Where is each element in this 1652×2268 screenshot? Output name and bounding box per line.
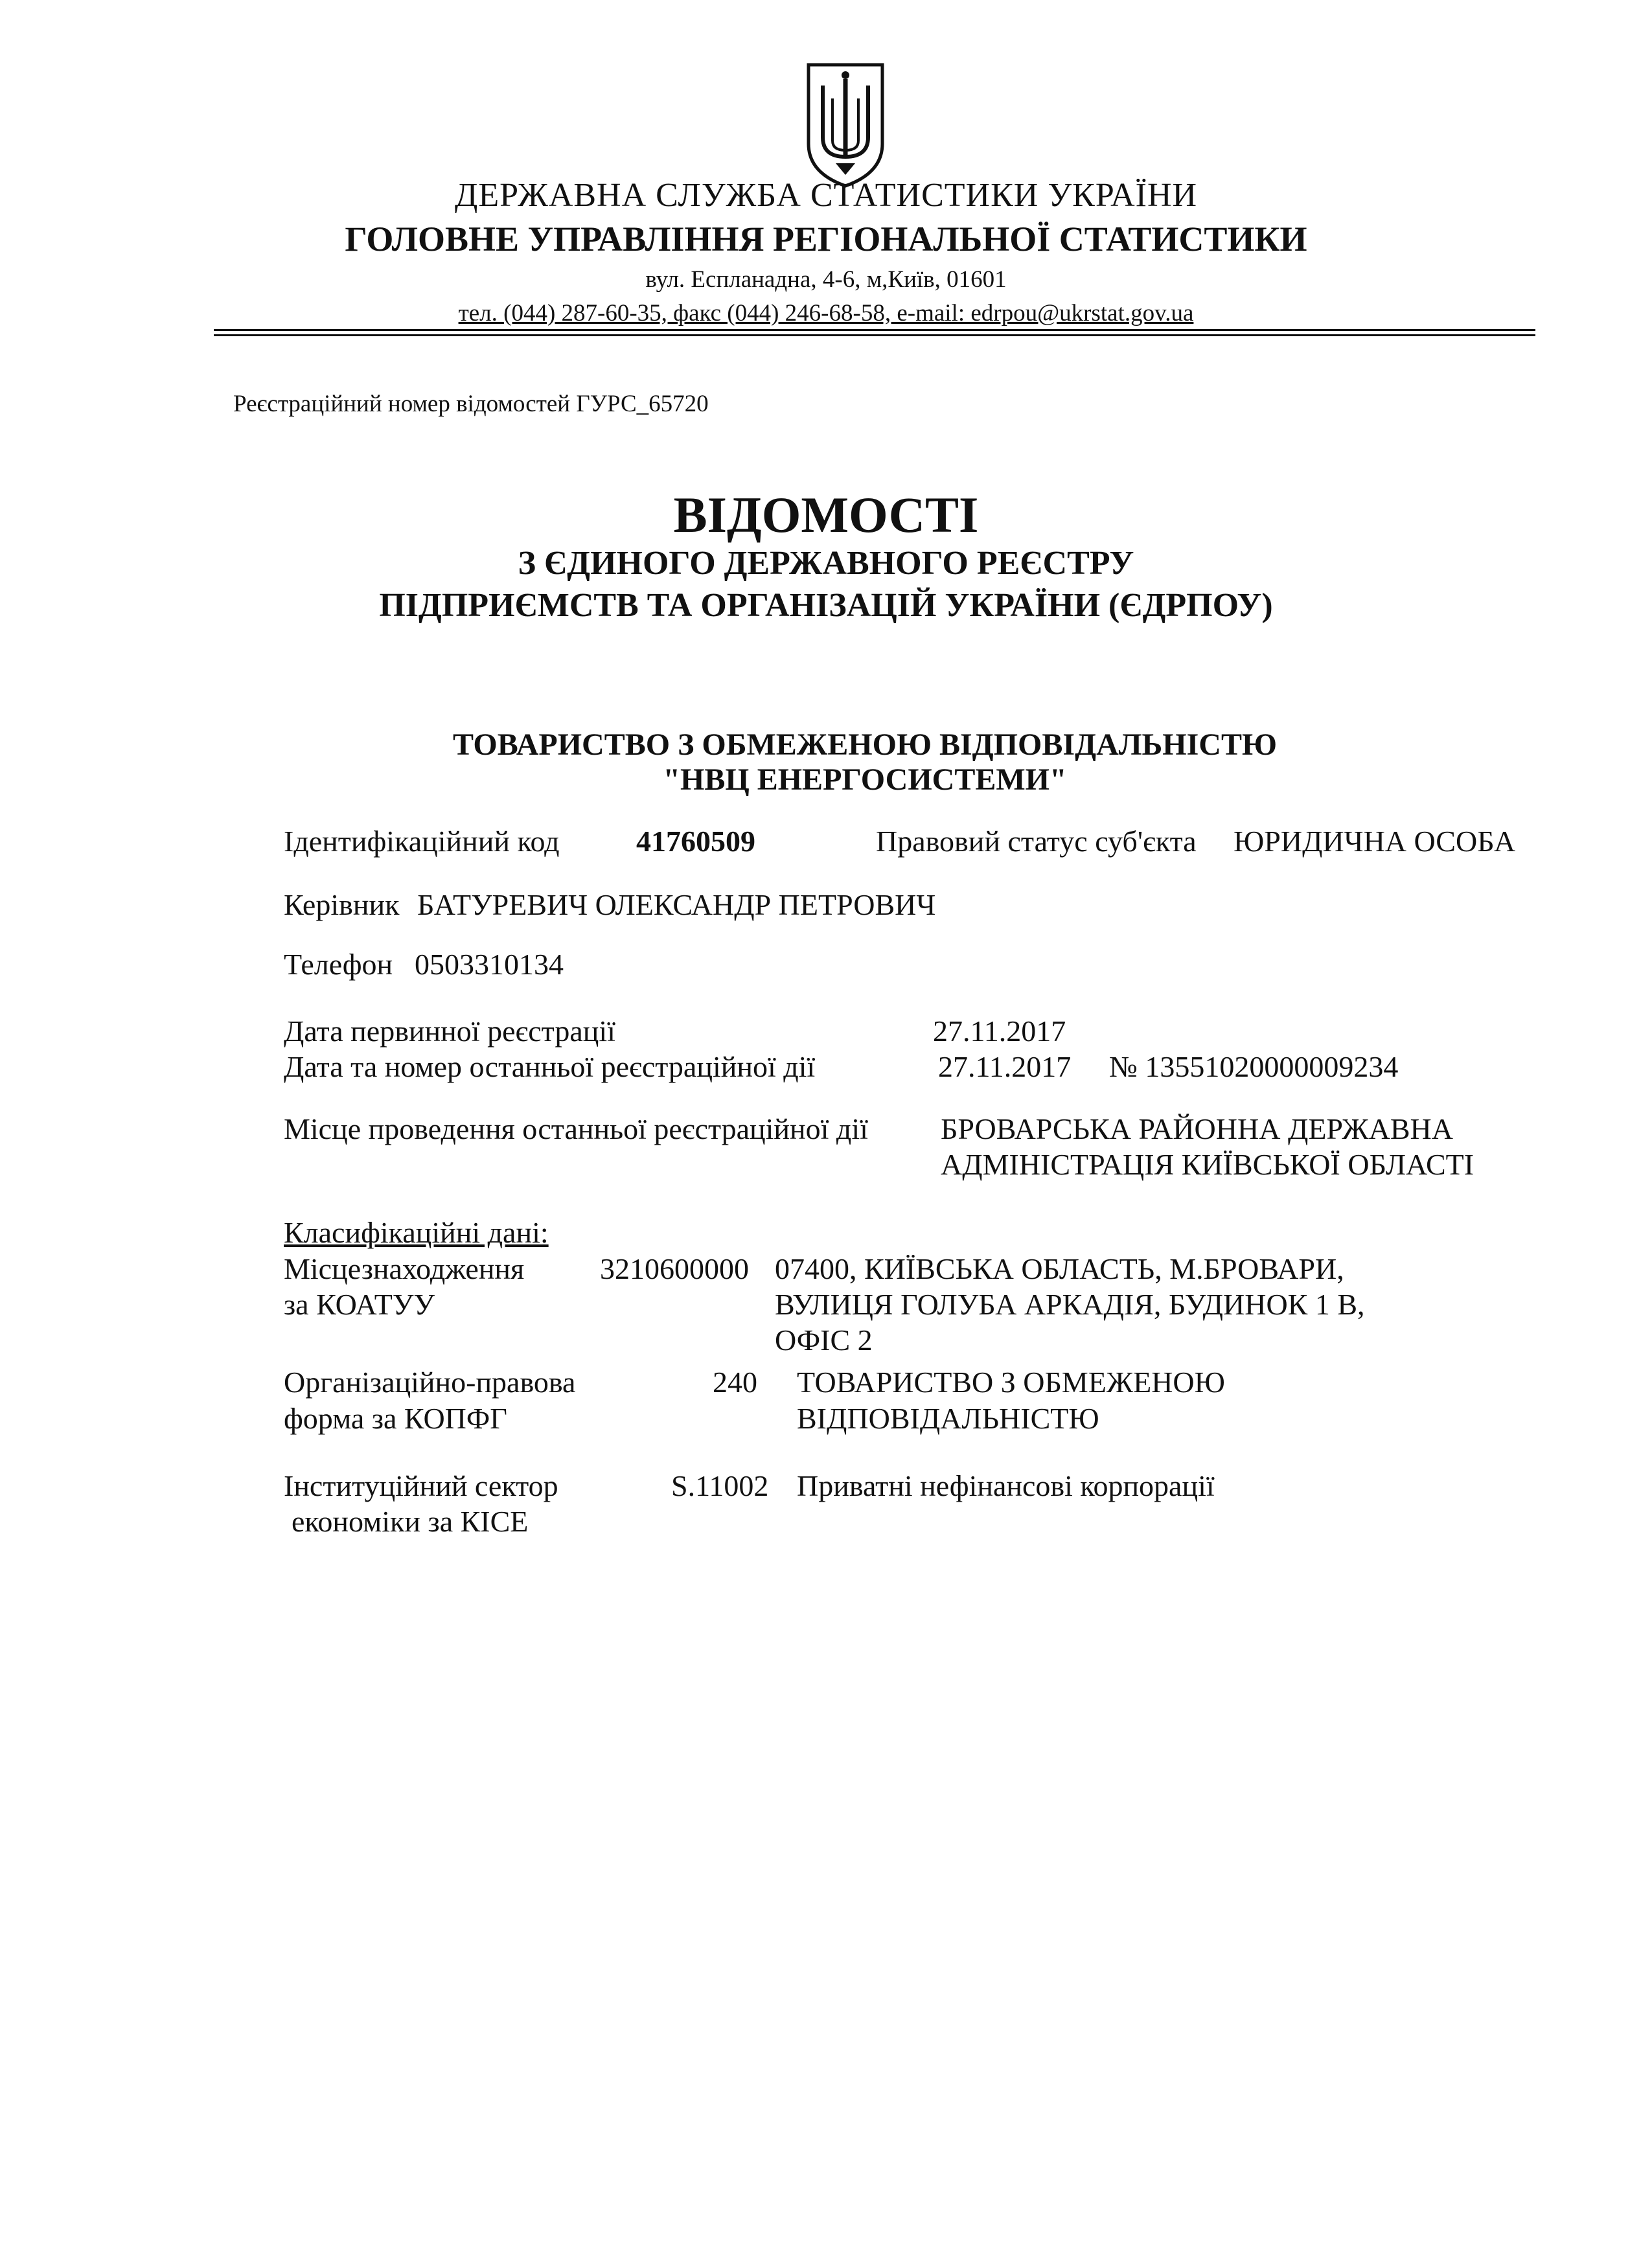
department-name: ГОЛОВНЕ УПРАВЛІННЯ РЕГІОНАЛЬНОЇ СТАТИСТИКИ bbox=[345, 220, 1307, 258]
koatuu-label-line1: Місцезнаходження bbox=[284, 1252, 525, 1285]
document-subtitle-line1: З ЄДИНОГО ДЕРЖАВНОГО РЕЄСТРУ bbox=[518, 545, 1134, 582]
head-label: Керівник bbox=[284, 888, 400, 921]
kise-value: Приватні нефінансові корпорації bbox=[797, 1469, 1215, 1502]
classification-heading: Класифікаційні дані: bbox=[284, 1216, 549, 1249]
kopfg-code: 240 bbox=[713, 1366, 757, 1399]
first-registration-date: 27.11.2017 bbox=[933, 1014, 1066, 1048]
head-value: БАТУРЕВИЧ ОЛЕКСАНДР ПЕТРОВИЧ bbox=[417, 888, 936, 921]
company-name-line2: "НВЦ ЕНЕРГОСИСТЕМИ" bbox=[663, 762, 1067, 797]
header-divider-top bbox=[214, 329, 1535, 331]
first-registration-label: Дата первинної реєстрації bbox=[284, 1014, 615, 1048]
kopfg-value-line1: ТОВАРИСТВО З ОБМЕЖЕНОЮ bbox=[797, 1366, 1225, 1399]
kise-code: S.11002 bbox=[671, 1469, 769, 1502]
registration-place-label: Місце проведення останньої реєстраційної дії bbox=[284, 1112, 868, 1145]
koatuu-code: 3210600000 bbox=[600, 1252, 749, 1285]
phone-label: Телефон bbox=[284, 948, 393, 981]
last-registration-number: № 13551020000009234 bbox=[1109, 1050, 1399, 1083]
kise-label-line2: економіки за КІСЕ bbox=[292, 1505, 529, 1538]
agency-address: вул. Еспланадна, 4-6, м,Київ, 01601 bbox=[645, 266, 1007, 293]
registration-place-line1: БРОВАРСЬКА РАЙОННА ДЕРЖАВНА bbox=[941, 1112, 1453, 1145]
legal-status-value: ЮРИДИЧНА ОСОБА bbox=[1233, 825, 1516, 858]
kise-label-line1: Інституційний сектор bbox=[284, 1469, 558, 1502]
agency-name: ДЕРЖАВНА СЛУЖБА СТАТИСТИКИ УКРАЇНИ bbox=[454, 177, 1198, 214]
document-title: ВІДОМОСТІ bbox=[673, 487, 979, 543]
kopfg-label-line2: форма за КОПФГ bbox=[284, 1402, 507, 1435]
registration-place-line2: АДМІНІСТРАЦІЯ КИЇВСЬКОЇ ОБЛАСТІ bbox=[941, 1148, 1474, 1181]
kopfg-value-line2: ВІДПОВІДАЛЬНІСТЮ bbox=[797, 1402, 1099, 1435]
agency-contacts: тел. (044) 287-60-35, факс (044) 246-68-58, e-mail: edrpou@ukrstat.gov.ua bbox=[458, 300, 1194, 326]
id-code-label: Ідентифікаційний код bbox=[284, 825, 560, 858]
last-registration-label: Дата та номер останньої реєстраційної дії bbox=[284, 1050, 816, 1083]
coat-of-arms-emblem bbox=[803, 60, 888, 189]
id-code-value: 41760509 bbox=[636, 825, 755, 858]
location-address-line2: ВУЛИЦЯ ГОЛУБА АРКАДІЯ, БУДИНОК 1 В, bbox=[775, 1288, 1365, 1321]
document-subtitle-line2: ПІДПРИЄМСТВ ТА ОРГАНІЗАЦІЙ УКРАЇНИ (ЄДРПОУ) bbox=[379, 587, 1273, 624]
legal-status-label: Правовий статус суб'єкта bbox=[876, 825, 1197, 858]
header-divider-bottom bbox=[214, 334, 1535, 336]
registration-number: Реєстраційний номер відомостей ГУРС_65720 bbox=[233, 391, 709, 417]
location-address-line3: ОФІС 2 bbox=[775, 1323, 873, 1357]
last-registration-date: 27.11.2017 bbox=[938, 1050, 1072, 1083]
kopfg-label-line1: Організаційно-правова bbox=[284, 1366, 576, 1399]
koatuu-label-line2: за КОАТУУ bbox=[284, 1288, 435, 1321]
location-address-line1: 07400, КИЇВСЬКА ОБЛАСТЬ, М.БРОВАРИ, bbox=[775, 1252, 1344, 1285]
phone-value: 0503310134 bbox=[415, 948, 564, 981]
company-name-line1: ТОВАРИСТВО З ОБМЕЖЕНОЮ ВІДПОВІДАЛЬНІСТЮ bbox=[453, 727, 1277, 762]
